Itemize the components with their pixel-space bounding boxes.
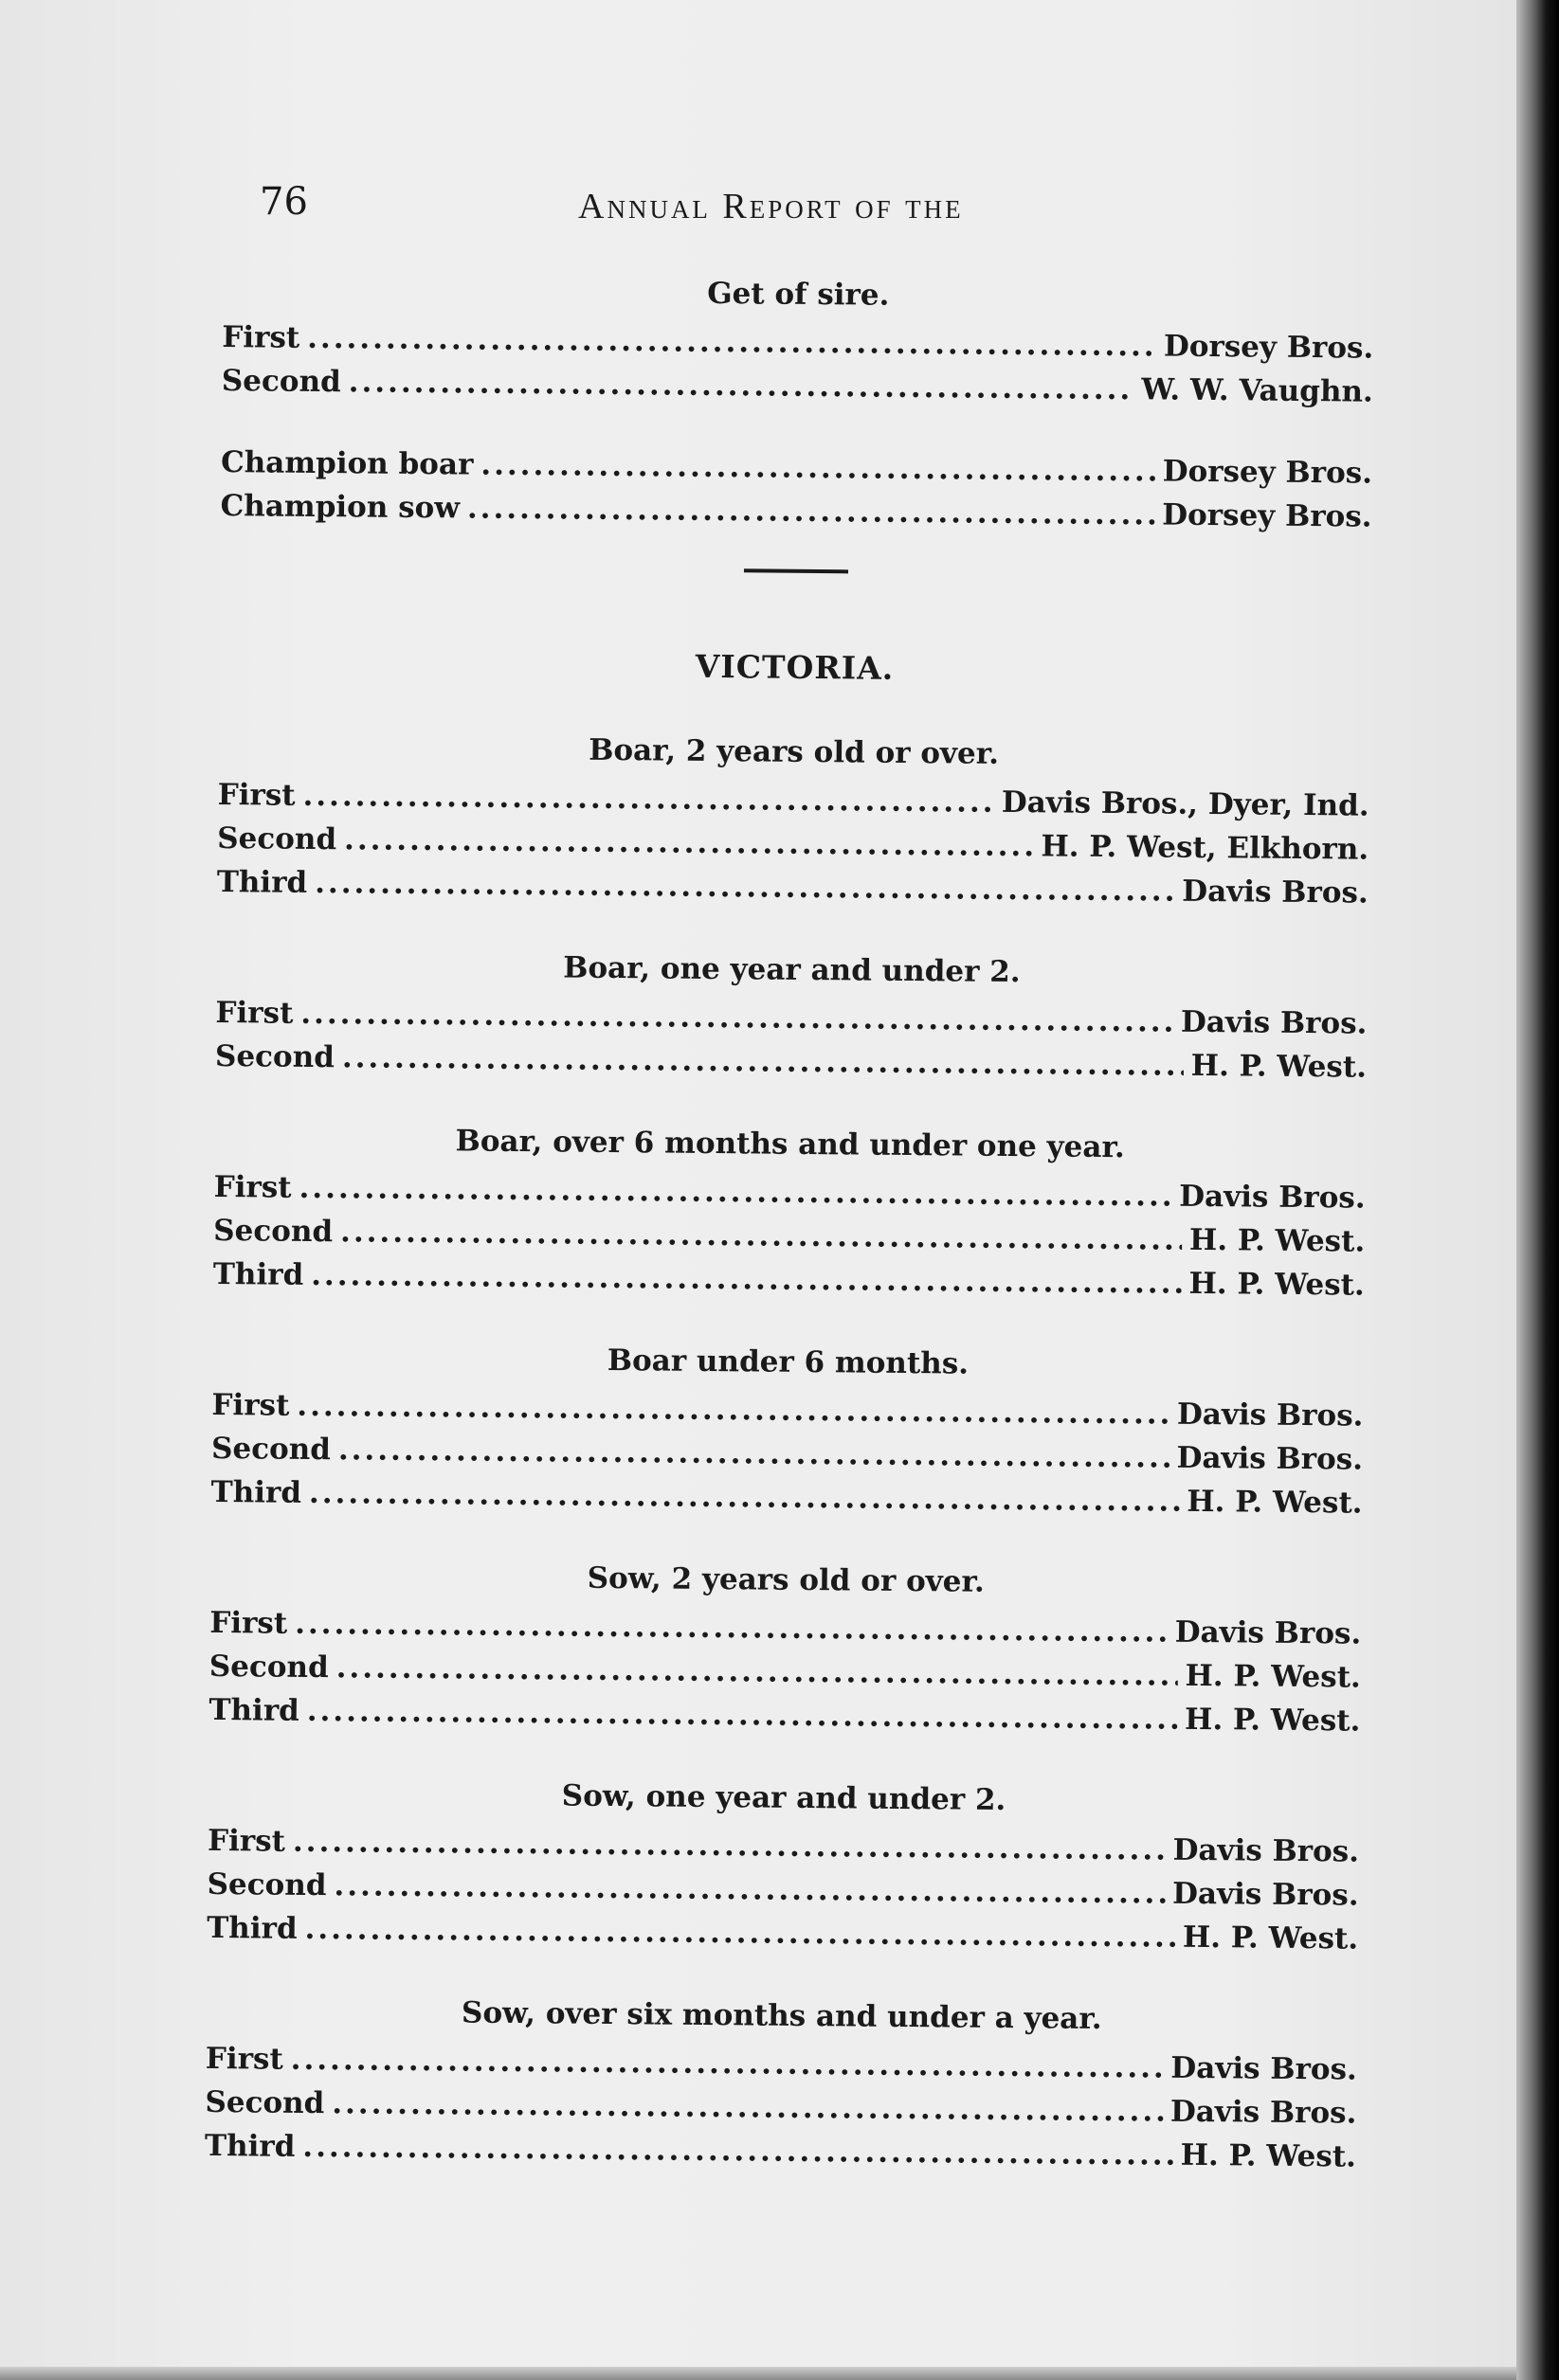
leader-dots	[480, 443, 1155, 494]
class-section	[213, 1120, 1367, 1307]
section-heading: Sow, one year and under 2.	[561, 1778, 1006, 1818]
placing: First	[213, 1169, 292, 1205]
winner: Davis Bros.	[1176, 1440, 1364, 1477]
section-heading: Boar, 2 years old or over.	[589, 732, 1000, 771]
leader-dots	[309, 1471, 1180, 1524]
placing: Third	[207, 1910, 298, 1946]
breed-title: VICTORIA.	[695, 647, 895, 687]
winner: Davis Bros.	[1169, 2094, 1357, 2131]
placing: First	[222, 319, 300, 355]
leader-dots	[302, 774, 994, 824]
leader-dots	[467, 486, 1155, 536]
placing: Second	[213, 1213, 334, 1250]
winner: Dorsey Bros.	[1162, 454, 1373, 491]
placing: Third	[210, 1474, 302, 1510]
leader-dots	[334, 1864, 1165, 1915]
page-number: 76	[260, 180, 308, 224]
winner: Davis Bros.	[1171, 1876, 1359, 1913]
winner: H. P. West.	[1182, 1920, 1359, 1956]
leader-dots	[332, 2082, 1163, 2133]
section-heading: Get of sire.	[707, 276, 890, 313]
winner: Davis Bros.	[1179, 1179, 1366, 1216]
placing: Champion boar	[220, 444, 474, 482]
winner: Davis Bros.	[1170, 2050, 1357, 2087]
placing: Second	[207, 1866, 327, 1903]
page-content	[205, 270, 1374, 2179]
placing: Third	[208, 1692, 299, 1728]
placing: Second	[214, 1038, 335, 1075]
leader-dots	[342, 1036, 1184, 1088]
winner: H. P. West.	[1184, 1702, 1361, 1739]
running-title: Annual Report of the	[578, 187, 964, 226]
placing: Third	[212, 1256, 304, 1292]
winner: H. P. West.	[1180, 2137, 1357, 2174]
placing: First	[211, 1387, 290, 1423]
section-heading: Boar, over 6 months and under one year.	[455, 1124, 1125, 1165]
winner: H. P. West.	[1185, 1658, 1361, 1695]
leader-dots	[311, 1253, 1182, 1306]
leader-dots	[338, 1428, 1169, 1479]
placing: First	[209, 1605, 288, 1641]
section-heading: Boar under 6 months.	[607, 1343, 970, 1381]
leader-dots	[349, 360, 1134, 411]
class-section	[210, 1338, 1364, 1525]
placing: Second	[217, 820, 337, 857]
placing: Second	[210, 1431, 332, 1468]
winner: Davis Bros.	[1172, 1832, 1360, 1869]
get-of-sire-section	[222, 270, 1374, 414]
page-header	[256, 180, 1393, 237]
class-section	[208, 1556, 1362, 1743]
placing: First	[215, 995, 294, 1031]
winner: H. P. West.	[1188, 1222, 1366, 1259]
section-heading: Sow, over six months and under a year.	[461, 1995, 1102, 2036]
winner: Davis Bros.	[1180, 1004, 1368, 1041]
section-divider	[743, 568, 847, 573]
class-section	[207, 1774, 1360, 1961]
placing: First	[207, 1823, 286, 1859]
leader-dots	[302, 2125, 1173, 2177]
placing: Third	[216, 864, 308, 900]
leader-dots	[307, 1689, 1178, 1741]
leader-dots	[344, 818, 1034, 868]
leader-dots	[304, 1907, 1175, 1959]
page-bottom-edge	[0, 2367, 1516, 2380]
champions-section	[220, 441, 1372, 539]
placing: Champion sow	[220, 488, 461, 526]
class-section	[215, 946, 1368, 1090]
placing: First	[205, 2041, 283, 2077]
winner: H. P. West, Elkhorn.	[1041, 829, 1369, 867]
winner: W. W. Vaughn.	[1141, 372, 1373, 409]
class-section	[205, 1992, 1358, 2179]
winner: H. P. West.	[1187, 1484, 1363, 1521]
placing: First	[217, 777, 296, 813]
book-binding-shadow	[1516, 0, 1559, 2380]
section-heading: Sow, 2 years old or over.	[587, 1560, 985, 1599]
winner: Dorsey Bros.	[1163, 329, 1374, 366]
winner: Dorsey Bros.	[1162, 497, 1372, 534]
section-heading: Boar, one year and under 2.	[563, 950, 1021, 990]
class-section	[217, 728, 1370, 915]
placing: Second	[205, 2084, 325, 2121]
winner: Davis Bros.	[1174, 1614, 1362, 1651]
leader-dots	[315, 861, 1175, 913]
winner: Davis Bros., Dyer, Ind.	[1001, 784, 1369, 823]
winner: H. P. West.	[1190, 1048, 1368, 1085]
winner: Davis Bros.	[1176, 1397, 1364, 1433]
winner: H. P. West.	[1188, 1266, 1365, 1303]
placing: Second	[208, 1649, 329, 1686]
placing: Third	[204, 2128, 296, 2164]
winner: Davis Bros.	[1182, 874, 1369, 911]
placing: Second	[221, 363, 341, 400]
